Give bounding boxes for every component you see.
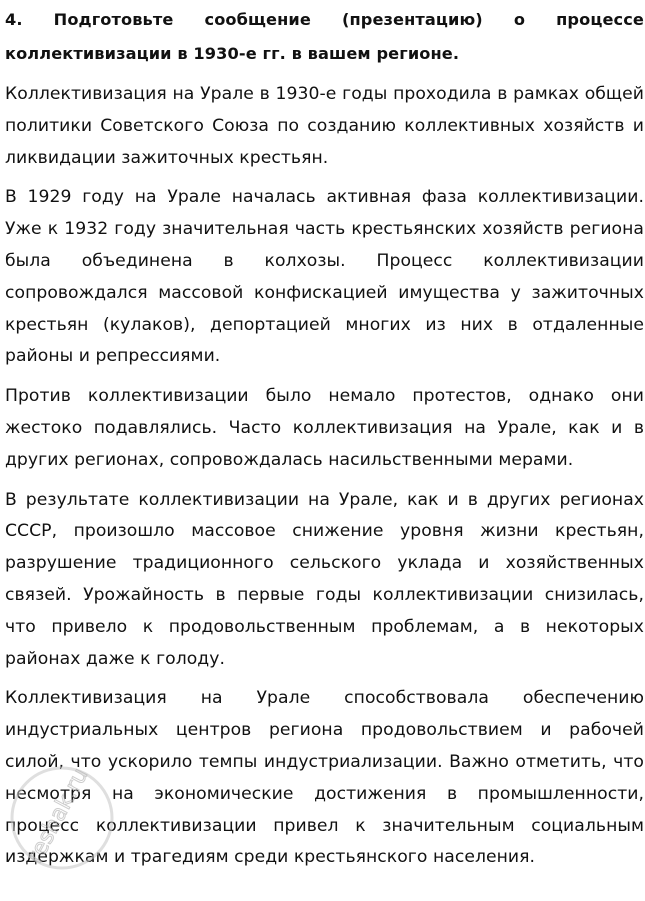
paragraph-1929: В 1929 году на Урале началась активная фаза коллективизации. Уже к 1932 году значительная часть крестьянских хозяйств региона была объединена в колхозы. Процесс коллективизации сопровождался массовой конфискацией имущества у зажиточных крестьян (кулаков), депортацией многих из них в отдаленные районы и репрессиями. xyxy=(5,187,644,367)
paragraph-results: В результате коллективизации на Урале, как и в других регионах СССР, произошло массовое снижение уровня жизни крестьян, разрушение традиционного сельского уклада и хозяйственных связей. Урожайность в первые годы коллективизации снизилась, что привело к продовольственным проблемам, а в некоторых районах даже к голоду. xyxy=(5,489,644,669)
paragraph-conclusion: Коллективизация на Урале способствовала обеспечению индустриальных центров региона продовольствием и рабочей силой, что ускорило темпы индустриализации. Важно отметить, что несмотря на экономические достижения в промышленности, процесс коллективизации привел к значительным социальным издержкам и трагедиям среди крестьянского населения. xyxy=(5,688,644,868)
paragraph-intro: Коллективизация на Урале в 1930-е годы проходила в рамках общей политики Советского Союза по созданию коллективных хозяйств и ликвидации зажиточных крестьян. xyxy=(5,84,644,168)
task-heading: 4. Подготовьте сообщение (презентацию) о процессе коллективизации в 1930-е гг. в вашем регионе. xyxy=(5,10,644,63)
paragraph-protests: Против коллективизации было немало протестов, однако они жестоко подавлялись. Часто коллективизация на Урале, как и в других регионах, сопровождалась насильственными мерами. xyxy=(5,386,644,470)
watermark-text: reshak.ru xyxy=(22,764,94,868)
